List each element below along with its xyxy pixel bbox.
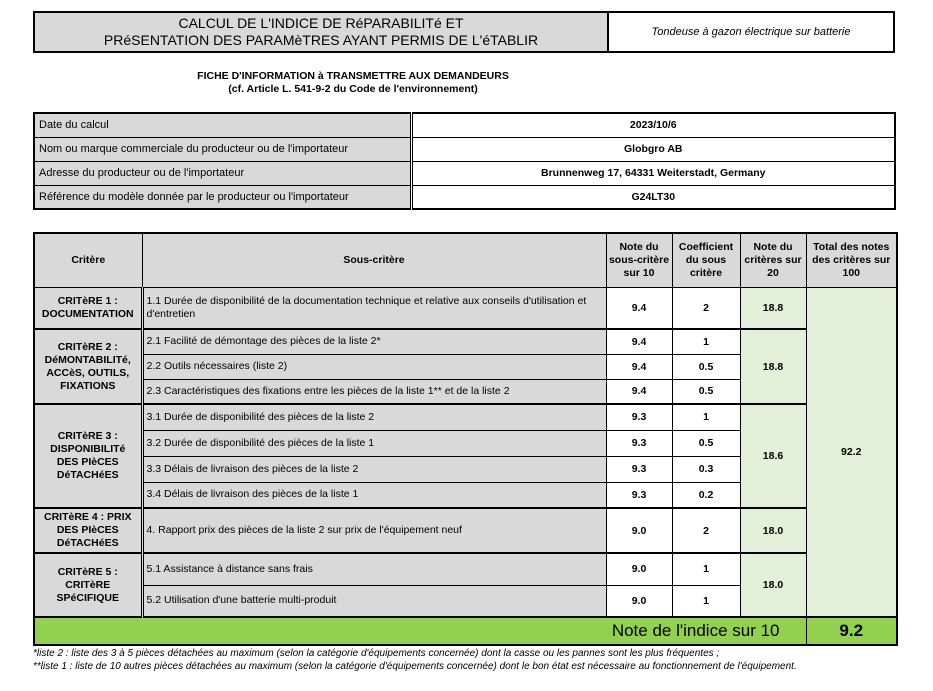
criterion-name: CRITèRE 1 : DOCUMENTATION [34,287,142,329]
footnote-liste-1: **liste 1 : liste de 10 autres pièces détachées au maximum (selon la catégorie d'équipements concernée) dont le bon état est nécessaire au fonctionnement de l'équipement. [33,661,797,672]
sub-criterion-label: 3.2 Durée de disponibilité des pièces de la liste 1 [142,430,606,456]
info-value: 2023/10/6 [411,113,895,137]
info-label: Date du calcul [34,113,411,137]
document-title [35,13,609,51]
col-coefficient: Coefficient du sous critère [672,233,740,287]
criterion-score: 18.6 [740,404,806,508]
sub-criterion-coef: 1 [672,404,740,430]
sub-criterion-note: 9.3 [606,404,672,430]
sub-criterion-coef: 1 [672,553,740,585]
sub-criterion-label: 4. Rapport prix des pièces de la liste 2 sur prix de l'équipement neuf [142,508,606,553]
info-value: Brunnenweg 17, 64331 Weiterstadt, Germany [411,161,895,185]
sub-criterion-note: 9.0 [606,508,672,553]
product-type: Tondeuse à gazon électrique sur batterie [651,26,851,38]
sub-criterion-note: 9.3 [606,430,672,456]
subheader [33,70,673,96]
criterion-name: CRITèRE 4 : PRIX DES PIèCES DéTACHéES [34,508,142,553]
sub-criterion-note: 9.4 [606,379,672,404]
total-score-100: 92.2 [806,287,897,617]
criterion-name: CRITèRE 2 : DéMONTABILITé, ACCèS, OUTILS, FIXATIONS [34,329,142,404]
info-label: Adresse du producteur ou de l'importateur [34,161,411,185]
subheader-line-1: FICHE D'INFORMATION à TRANSMETTRE AUX DEMANDEURS [197,70,509,82]
table-row [34,553,897,585]
criterion-name: CRITèRE 3 : DISPONIBILITé DES PIèCES DéTACHéES [34,404,142,508]
criterion-name: CRITèRE 5 : CRITèRE SPéCIFIQUE [34,553,142,617]
info-row [34,113,895,137]
sub-criterion-coef: 2 [672,287,740,329]
title-line-2: PRéSENTATION DES PARAMèTRES AYANT PERMIS DE L'éTABLIR [103,32,539,48]
sub-criterion-coef: 0.3 [672,456,740,482]
info-value: G24LT30 [411,185,895,209]
info-row [34,185,895,209]
col-total: Total des notes des critères sur 100 [806,233,897,287]
sub-criterion-coef: 1 [672,329,740,354]
sub-criterion-coef: 2 [672,508,740,553]
sub-criterion-note: 9.3 [606,482,672,508]
sub-criterion-label: 2.2 Outils nécessaires (liste 2) [142,354,606,379]
info-row [34,161,895,185]
sub-criterion-note: 9.4 [606,329,672,354]
criterion-score: 18.8 [740,287,806,329]
col-critere: Critère [34,233,142,287]
sub-criterion-coef: 0.5 [672,430,740,456]
final-label: Note de l'indice sur 10 [34,617,806,645]
sub-criterion-note: 9.3 [606,456,672,482]
table-row [34,287,897,329]
sub-criterion-label: 1.1 Durée de disponibilité de la documentation technique et relative aux conseils d'utilisation et d'entretien [142,287,606,329]
table-row [34,329,897,354]
criterion-score: 18.0 [740,508,806,553]
info-label: Nom ou marque commerciale du producteur ou de l'importateur [34,137,411,161]
col-sous-critere: Sous-critère [142,233,606,287]
scoring-table [33,232,898,646]
sub-criterion-note: 9.0 [606,585,672,617]
subheader-line-2: (cf. Article L. 541-9-2 du Code de l'environnement) [228,83,478,95]
info-row [34,137,895,161]
sub-criterion-coef: 0.5 [672,354,740,379]
sub-criterion-note: 9.0 [606,553,672,585]
col-note-sous-critere: Note du sous-critère sur 10 [606,233,672,287]
sub-criterion-label: 5.2 Utilisation d'une batterie multi-produit [142,585,606,617]
title-line-1: CALCUL DE L'INDICE DE RéPARABILITé ET [178,15,464,31]
footnote-liste-2: *liste 2 : liste des 3 à 5 pièces détachées au maximum (selon la catégorie d'équipements concernée) dont la casse ou les pannes sont les plus fréquentes ; [33,648,720,659]
sub-criterion-label: 2.3 Caractéristiques des fixations entre les pièces de la liste 1** et de la liste 2 [142,379,606,404]
col-note-critere: Note du critères sur 20 [740,233,806,287]
header-box [33,11,895,53]
sub-criterion-label: 3.3 Délais de livraison des pièces de la liste 2 [142,456,606,482]
sub-criterion-coef: 0.2 [672,482,740,508]
sub-criterion-label: 5.1 Assistance à distance sans frais [142,553,606,585]
sub-criterion-note: 9.4 [606,354,672,379]
table-row [34,404,897,430]
sub-criterion-coef: 0.5 [672,379,740,404]
criterion-score: 18.0 [740,553,806,617]
sub-criterion-coef: 1 [672,585,740,617]
sub-criterion-note: 9.4 [606,287,672,329]
criterion-score: 18.8 [740,329,806,404]
table-header-row [34,233,897,287]
sub-criterion-label: 3.4 Délais de livraison des pièces de la liste 1 [142,482,606,508]
footnotes [33,647,895,673]
table-row [34,508,897,553]
sub-criterion-label: 2.1 Facilité de démontage des pièces de la liste 2* [142,329,606,354]
info-table [33,112,896,210]
final-row [34,617,897,645]
info-value: Globgro AB [411,137,895,161]
info-label: Référence du modèle donnée par le producteur ou l'importateur [34,185,411,209]
sub-criterion-label: 3.1 Durée de disponibilité des pièces de la liste 2 [142,404,606,430]
final-score: 9.2 [806,617,897,645]
